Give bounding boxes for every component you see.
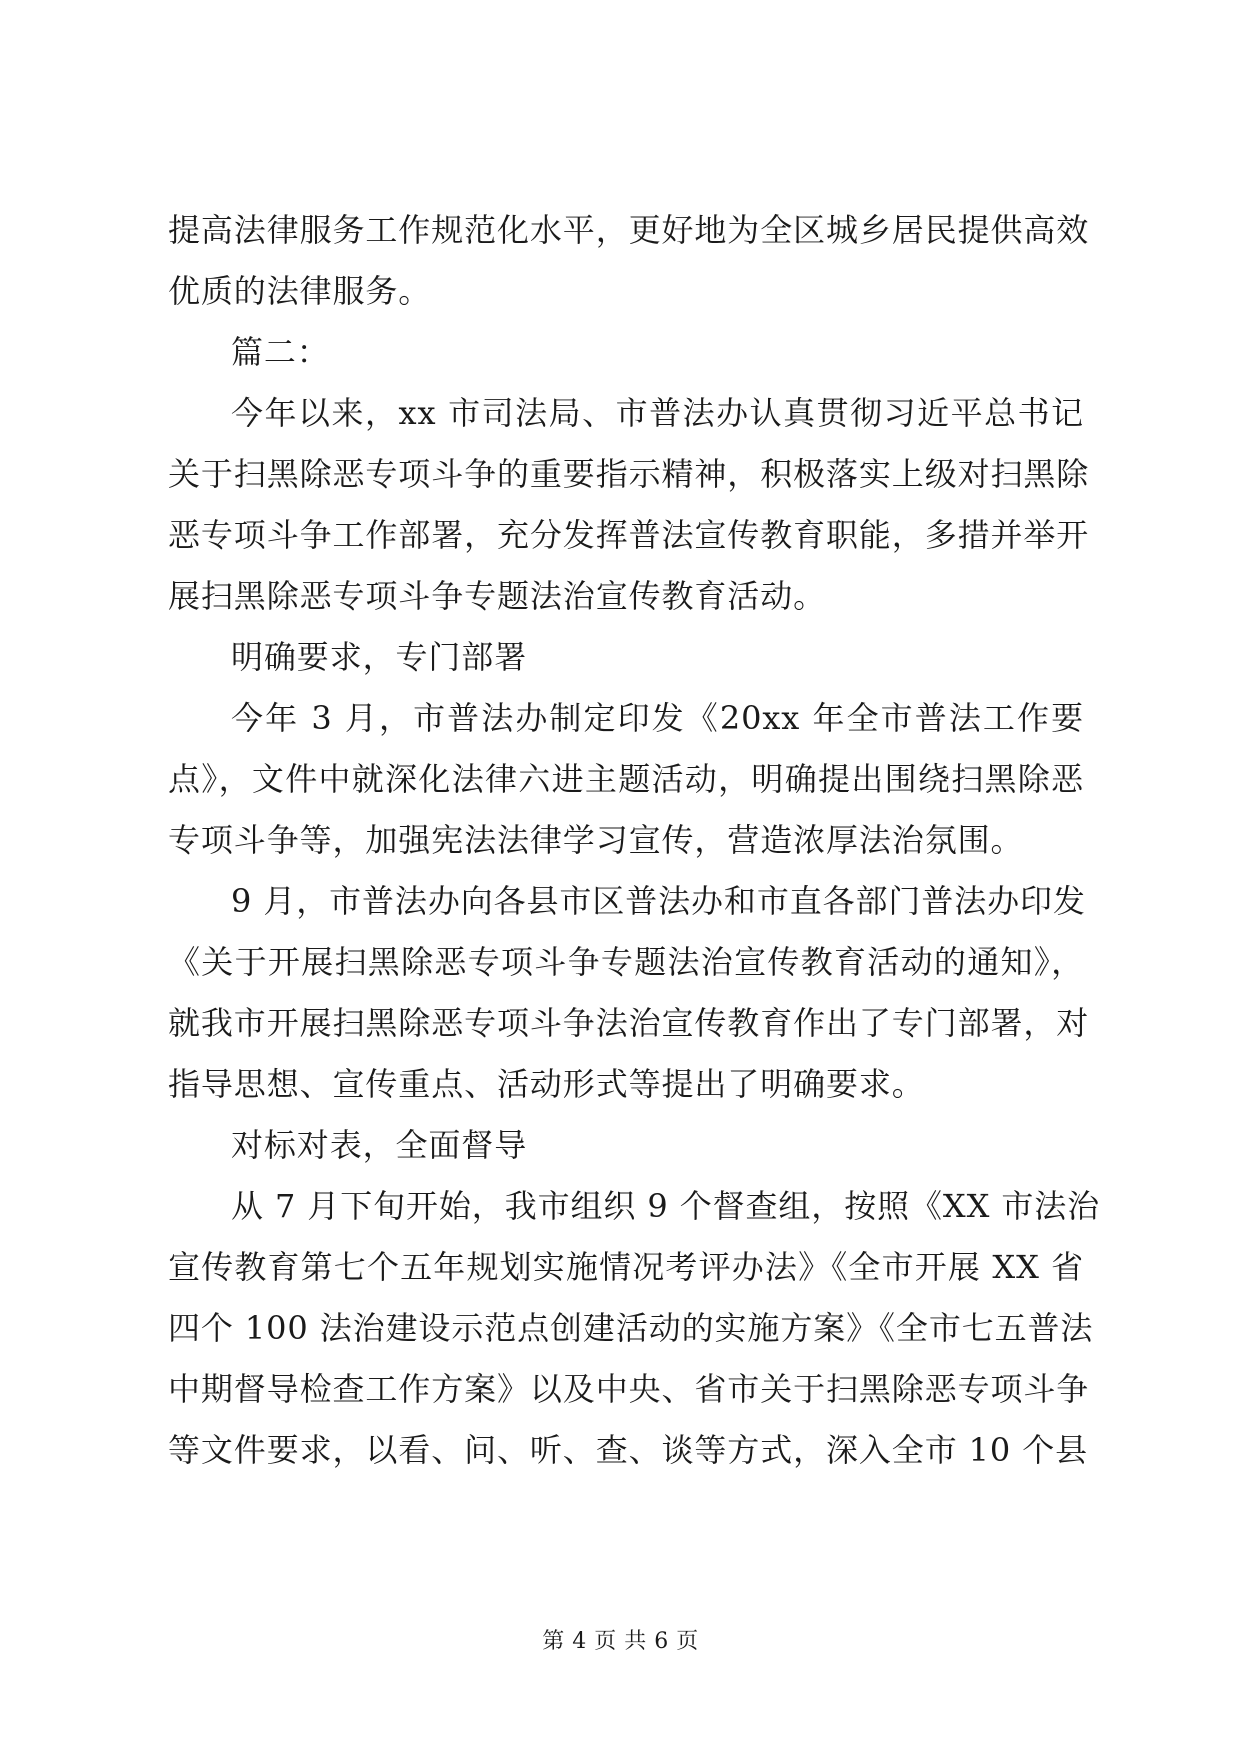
paragraph-line: 宣传教育第七个五年规划实施情况考评办法》《全市开展 XX 省 (168, 1248, 1084, 1286)
section-heading: 篇二： (231, 333, 330, 371)
paragraph-line: 今年 3 月，市普法办制定印发《20xx 年全市普法工作要 (231, 699, 1084, 737)
paragraph-line: 今年以来，xx 市司法局、市普法办认真贯彻习近平总书记 (231, 394, 1084, 432)
paragraph-line: 关于扫黑除恶专项斗争的重要指示精神，积极落实上级对扫黑除 (168, 455, 1090, 493)
paragraph-line: 展扫黑除恶专项斗争专题法治宣传教育活动。 (168, 577, 827, 615)
paragraph-line: 从 7 月下旬开始，我市组织 9 个督查组，按照《XX 市法治 (231, 1187, 1101, 1225)
paragraph-line: 《关于开展扫黑除恶专项斗争专题法治宣传教育活动的通知》， (168, 943, 1084, 981)
paragraph-line: 提高法律服务工作规范化水平，更好地为全区城乡居民提供高效 (168, 211, 1090, 249)
page-number-footer: 第 4 页 共 6 页 (542, 1629, 699, 1654)
paragraph-line: 恶专项斗争工作部署，充分发挥普法宣传教育职能，多措并举开 (168, 516, 1090, 554)
paragraph-line: 指导思想、宣传重点、活动形式等提出了明确要求。 (168, 1065, 925, 1103)
paragraph-line: 就我市开展扫黑除恶专项斗争法治宣传教育作出了专门部署，对 (168, 1004, 1090, 1042)
paragraph-line: 四个 100 法治建设示范点创建活动的实施方案》《全市七五普法 (168, 1309, 1094, 1347)
document-body (168, 200, 1101, 1481)
subsection-heading: 对标对表，全面督导 (231, 1126, 528, 1164)
paragraph-line: 9 月，市普法办向各县市区普法办和市直各部门普法办印发 (231, 882, 1086, 920)
paragraph-line: 点》，文件中就深化法律六进主题活动，明确提出围绕扫黑除恶 (168, 760, 1084, 798)
paragraph-line: 中期督导检查工作方案》以及中央、省市关于扫黑除恶专项斗争 (168, 1370, 1090, 1408)
paragraph-line: 优质的法律服务。 (168, 272, 432, 310)
paragraph-line: 等文件要求，以看、问、听、查、谈等方式，深入全市 10 个县 (168, 1431, 1089, 1469)
paragraph-line: 专项斗争等，加强宪法法律学习宣传，营造浓厚法治氛围。 (168, 821, 1024, 859)
subsection-heading: 明确要求，专门部署 (231, 638, 528, 676)
